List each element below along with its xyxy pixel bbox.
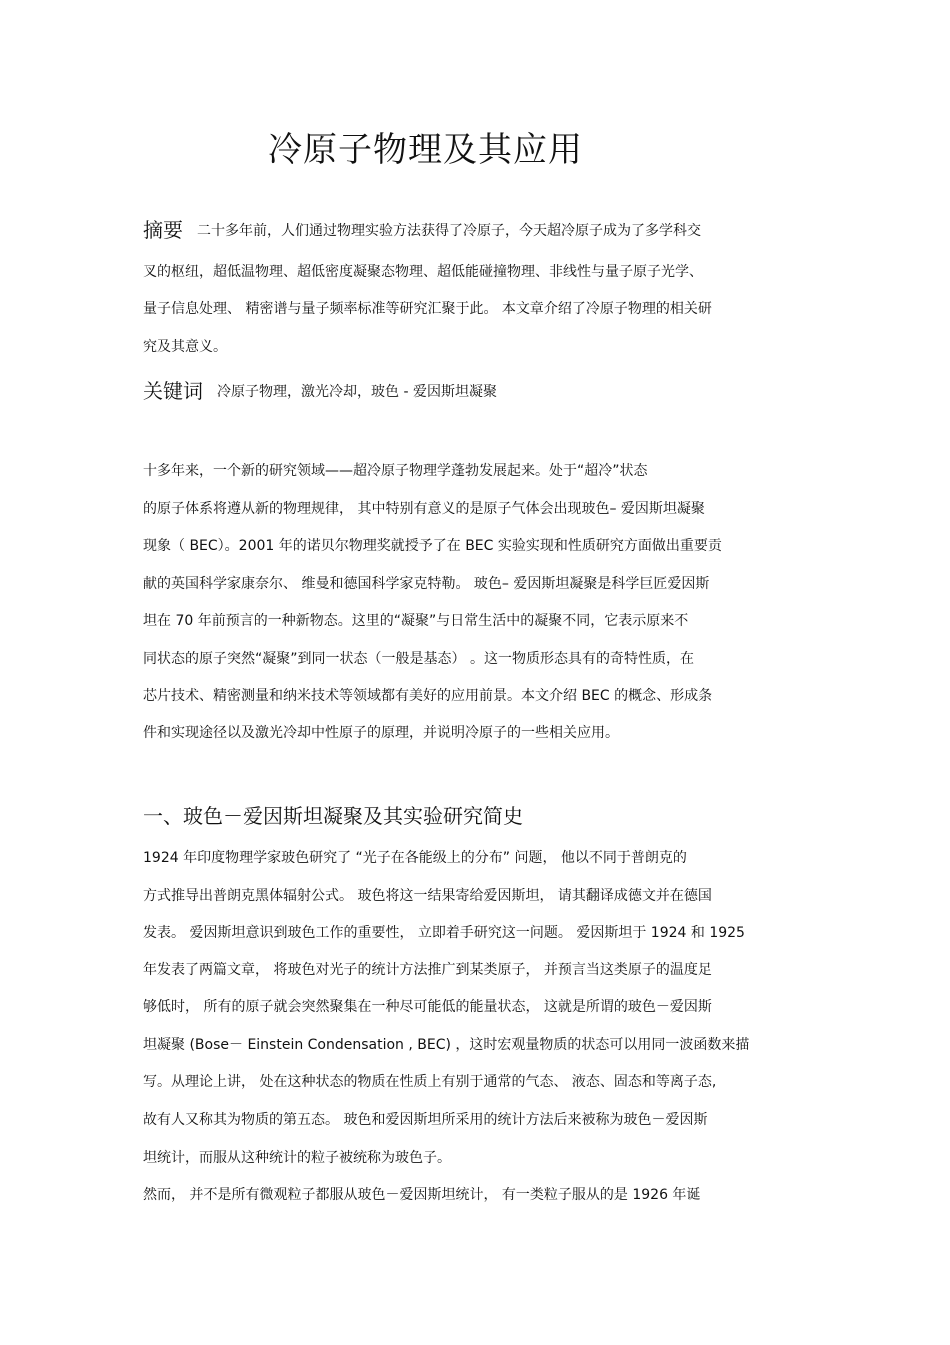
section-1-line-6: 坦凝聚 (Bose－ Einstein Condensation , BEC) ，这时宏观量物质的状态可以用同一波函数来描 [143,1037,750,1053]
section-1-line-4: 年发表了两篇文章， 将玻色对光子的统计方法推广到某类原子， 并预言当这类原子的温度足 [143,962,712,978]
abstract-line-4: 究及其意义。 [143,339,227,355]
page-title: 冷原子物理及其应用 [268,130,583,170]
abstract-line-1 [143,220,701,241]
abstract-line-2: 叉的枢纽，超低温物理、超低密度凝聚态物理、超低能碰撞物理、非线性与量子原子光学、 [143,264,703,280]
intro-line-1: 十多年来，一个新的研究领域——超冷原子物理学蓬勃发展起来。处于“超冷”状态 [143,463,648,479]
section-1-line-8: 故有人又称其为物质的第五态。 玻色和爱因斯坦所采用的统计方法后来被称为玻色－爱因斯 [143,1112,708,1128]
keywords-line [143,381,497,402]
section-1-line-9: 坦统计，而服从这种统计的粒子被统称为玻色子。 [143,1150,451,1166]
section-1-line-1: 1924 年印度物理学家玻色研究了 “光子在各能级上的分布” 问题， 他以不同于普朗克的 [143,850,687,866]
abstract-label: 摘要 [143,218,183,242]
intro-line-6: 同状态的原子突然“凝聚”到同一状态（一般是基态） 。这一物质形态具有的奇特性质，在 [143,651,694,667]
section-1-line-7: 写。从理论上讲， 处在这种状态的物质在性质上有别于通常的气态、 液态、固态和等离子态, [143,1074,717,1090]
intro-line-7: 芯片技术、精密测量和纳米技术等领域都有美好的应用前景。本文介绍 BEC 的概念、形成条 [143,688,713,704]
section-1-line-3: 发表。 爱因斯坦意识到玻色工作的重要性， 立即着手研究这一问题。 爱因斯坦于 1924 和 1925 [143,925,745,941]
section-1-line-2: 方式推导出普朗克黑体辐射公式。 玻色将这一结果寄给爱因斯坦， 请其翻译成德文并在德国 [143,888,712,904]
intro-line-8: 件和实现途径以及激光冷却中性原子的原理，并说明冷原子的一些相关应用。 [143,725,619,741]
intro-line-5: 坦在 70 年前预言的一种新物态。这里的“凝聚”与日常生活中的凝聚不同，它表示原来不 [143,613,689,629]
intro-line-4: 献的英国科学家康奈尔、 维曼和德国科学家克特勒。 玻色– 爱因斯坦凝聚是科学巨匠爱因斯 [143,576,710,592]
section-1-line-10: 然而， 并不是所有微观粒子都服从玻色－爱因斯坦统计， 有一类粒子服从的是 1926 年诞 [143,1187,701,1203]
intro-line-3: 现象（ BEC）。2001 年的诺贝尔物理奖就授予了在 BEC 实验实现和性质研究方面做出重要贡 [143,538,722,554]
intro-line-2: 的原子体系将遵从新的物理规律， 其中特别有意义的是原子气体会出现玻色– 爱因斯坦凝聚 [143,501,705,517]
abstract-text-1: 二十多年前，人们通过物理实验方法获得了冷原子，今天超冷原子成为了多学科交 [197,223,701,239]
section-1-line-5: 够低时， 所有的原子就会突然聚集在一种尽可能低的能量状态， 这就是所谓的玻色－爱因斯 [143,999,712,1015]
keywords-text: 冷原子物理，激光冷却，玻色 - 爱因斯坦凝聚 [217,384,497,400]
section-1-heading: 一、玻色－爱因斯坦凝聚及其实验研究简史 [143,804,523,828]
keywords-label: 关键词 [143,379,203,403]
abstract-line-3: 量子信息处理、 精密谱与量子频率标准等研究汇聚于此。 本文章介绍了冷原子物理的相关研 [143,301,712,317]
